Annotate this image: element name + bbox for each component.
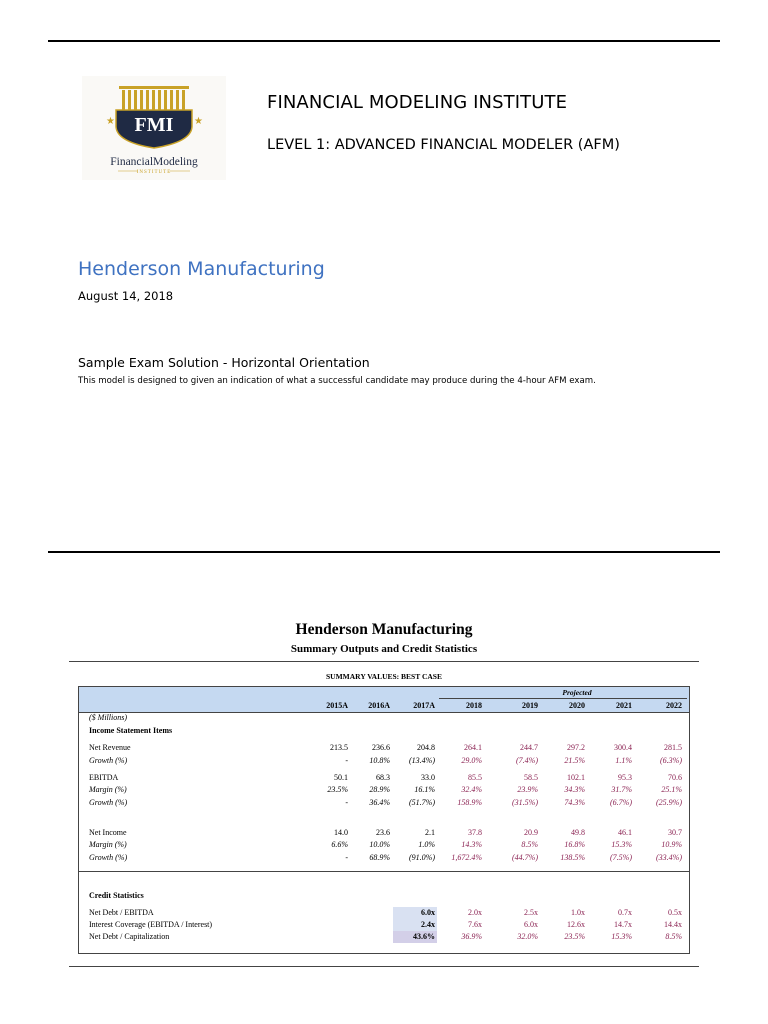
row-label: Net Income <box>89 828 127 837</box>
table-cell: 14.3% <box>461 840 482 849</box>
top-rule <box>48 40 720 42</box>
table-cell: 36.4% <box>369 798 390 807</box>
table-cell: (44.7%) <box>512 853 538 862</box>
summary-title: Henderson Manufacturing <box>295 621 473 638</box>
table-cell: (51.7%) <box>409 798 435 807</box>
report-date: August 14, 2018 <box>78 289 174 303</box>
table-cell: 58.5 <box>524 773 538 782</box>
projected-underline <box>439 698 687 699</box>
credit-cell: 14.7x <box>614 920 632 929</box>
table-cell: 32.4% <box>461 785 482 794</box>
row-label: Margin (%) <box>89 840 127 849</box>
table-cell: 1.1% <box>615 756 632 765</box>
table-cell: 10.9% <box>661 840 682 849</box>
credit-cell: 23.5% <box>564 932 585 941</box>
table-cell: 10.0% <box>369 840 390 849</box>
table-cell: 29.0% <box>461 756 482 765</box>
year-header: 2021 <box>616 701 632 710</box>
table-cell: 236.6 <box>372 743 390 752</box>
credit-cell: 2.0x <box>468 908 482 917</box>
svg-text:★: ★ <box>106 116 115 127</box>
year-header: 2016A <box>368 701 390 710</box>
case-label: SUMMARY VALUES: BEST CASE <box>326 672 442 681</box>
year-header: 2018 <box>466 701 482 710</box>
table-cell: 10.8% <box>369 756 390 765</box>
income-section-label: Income Statement Items <box>89 726 173 735</box>
row-label: Margin (%) <box>89 785 127 794</box>
year-header: 2019 <box>522 701 538 710</box>
table-cell: (13.4%) <box>409 756 435 765</box>
year-header: 2022 <box>666 701 682 710</box>
table-header-band <box>79 687 689 713</box>
row-label: Growth (%) <box>89 798 128 807</box>
table-cell: 14.0 <box>334 828 348 837</box>
table-cell: 213.5 <box>330 743 348 752</box>
table-cell: 21.5% <box>564 756 585 765</box>
credit-cell: 12.6x <box>567 920 585 929</box>
table-cell: 30.7 <box>668 828 682 837</box>
credit-cell: 6.0x <box>421 908 435 917</box>
company-name: Henderson Manufacturing <box>78 258 325 280</box>
table-cell: 70.6 <box>668 773 682 782</box>
table-cell: (31.5%) <box>512 798 538 807</box>
table-cell: 16.8% <box>564 840 585 849</box>
credit-cell: 1.0x <box>571 908 585 917</box>
table-cell: 95.3 <box>618 773 632 782</box>
table-cell: 158.9% <box>457 798 482 807</box>
table-cell: 50.1 <box>334 773 348 782</box>
table-cell: (6.7%) <box>610 798 632 807</box>
table-cell: (6.3%) <box>660 756 682 765</box>
year-header: 2020 <box>569 701 585 710</box>
table-cell: 244.7 <box>520 743 538 752</box>
table-cell: 31.7% <box>611 785 632 794</box>
credit-cell: 15.3% <box>611 932 632 941</box>
year-header: 2017A <box>413 701 435 710</box>
credit-cell: 2.5x <box>524 908 538 917</box>
table-cell: 1,672.4% <box>451 853 482 862</box>
logo-tagline: INSTITUTE <box>136 170 172 175</box>
table-cell: 102.1 <box>567 773 585 782</box>
table-cell: 20.9 <box>524 828 538 837</box>
table-cell: 297.2 <box>567 743 585 752</box>
credit-cell: 36.9% <box>461 932 482 941</box>
credit-row-label: Interest Coverage (EBITDA / Interest) <box>89 920 213 929</box>
table-cell: 25.1% <box>661 785 682 794</box>
table-cell: 49.8 <box>571 828 585 837</box>
credit-cell: 2.4x <box>421 920 435 929</box>
credit-row-label: Net Debt / Capitalization <box>89 932 170 941</box>
credit-cell: 0.7x <box>618 908 632 917</box>
table-cell: (25.9%) <box>656 798 682 807</box>
table-cell: 6.6% <box>331 840 348 849</box>
credit-row-label: Net Debt / EBITDA <box>89 908 154 917</box>
table-cell: (33.4%) <box>656 853 682 862</box>
table-cell: 23.5% <box>327 785 348 794</box>
table-cell: 15.3% <box>611 840 632 849</box>
credit-cell: 7.6x <box>468 920 482 929</box>
row-label: EBITDA <box>89 773 119 782</box>
table-cell: (7.4%) <box>516 756 538 765</box>
table-cell: 34.3% <box>564 785 585 794</box>
fmi-logo <box>82 76 226 180</box>
credit-cell: 14.4x <box>664 920 682 929</box>
table-cell: 28.9% <box>369 785 390 794</box>
table-cell: 33.0 <box>421 773 435 782</box>
table-cell: - <box>345 853 348 862</box>
credit-cell: 32.0% <box>517 932 538 941</box>
credit-cell: 43.6% <box>413 932 435 941</box>
credit-separator <box>79 871 689 872</box>
row-label: Growth (%) <box>89 853 128 862</box>
table-cell: 16.1% <box>414 785 435 794</box>
credit-cell: 8.5% <box>665 932 682 941</box>
table-cell: 2.1 <box>425 828 435 837</box>
table-cell: 300.4 <box>614 743 632 752</box>
svg-text:★: ★ <box>194 116 203 127</box>
level-title: LEVEL 1: ADVANCED FINANCIAL MODELER (AFM) <box>267 137 620 153</box>
table-cell: - <box>345 798 348 807</box>
table-cell: (7.5%) <box>610 853 632 862</box>
institute-title: FINANCIAL MODELING INSTITUTE <box>267 92 568 113</box>
table-cell: 138.5% <box>560 853 585 862</box>
table-cell: 85.5 <box>468 773 482 782</box>
table-cell: 74.3% <box>564 798 585 807</box>
units-label: ($ Millions) <box>89 713 127 722</box>
row-label: Growth (%) <box>89 756 128 765</box>
table-cell: 1.0% <box>418 840 435 849</box>
summary-table <box>78 686 690 954</box>
projected-label: Projected <box>562 688 592 697</box>
table-cell: - <box>345 756 348 765</box>
summary-top-rule <box>69 661 699 662</box>
credit-cell: 0.5x <box>668 908 682 917</box>
table-cell: 281.5 <box>664 743 682 752</box>
table-cell: 204.8 <box>417 743 435 752</box>
summary-subtitle: Summary Outputs and Credit Statistics <box>290 643 478 655</box>
section-rule <box>48 551 720 553</box>
logo-wordmark: FinancialModeling <box>110 156 198 168</box>
solution-title: Sample Exam Solution - Horizontal Orientation <box>78 355 370 370</box>
summary-bottom-rule <box>69 966 699 967</box>
credit-section-label: Credit Statistics <box>89 891 144 900</box>
table-cell: 37.8 <box>468 828 482 837</box>
year-header: 2015A <box>326 701 348 710</box>
table-cell: 23.6 <box>376 828 390 837</box>
credit-cell: 6.0x <box>524 920 538 929</box>
solution-description: This model is designed to given an indication of what a successful candidate may produce during the 4-hour AFM exam. <box>78 376 596 386</box>
table-cell: 264.1 <box>464 743 482 752</box>
table-cell: 46.1 <box>618 828 632 837</box>
table-cell: 68.9% <box>369 853 390 862</box>
row-label: Net Revenue <box>89 743 131 752</box>
table-cell: 23.9% <box>517 785 538 794</box>
logo-emblem-text: FMI <box>134 114 174 136</box>
table-cell: (91.0%) <box>409 853 435 862</box>
table-cell: 8.5% <box>521 840 538 849</box>
table-cell: 68.3 <box>376 773 390 782</box>
